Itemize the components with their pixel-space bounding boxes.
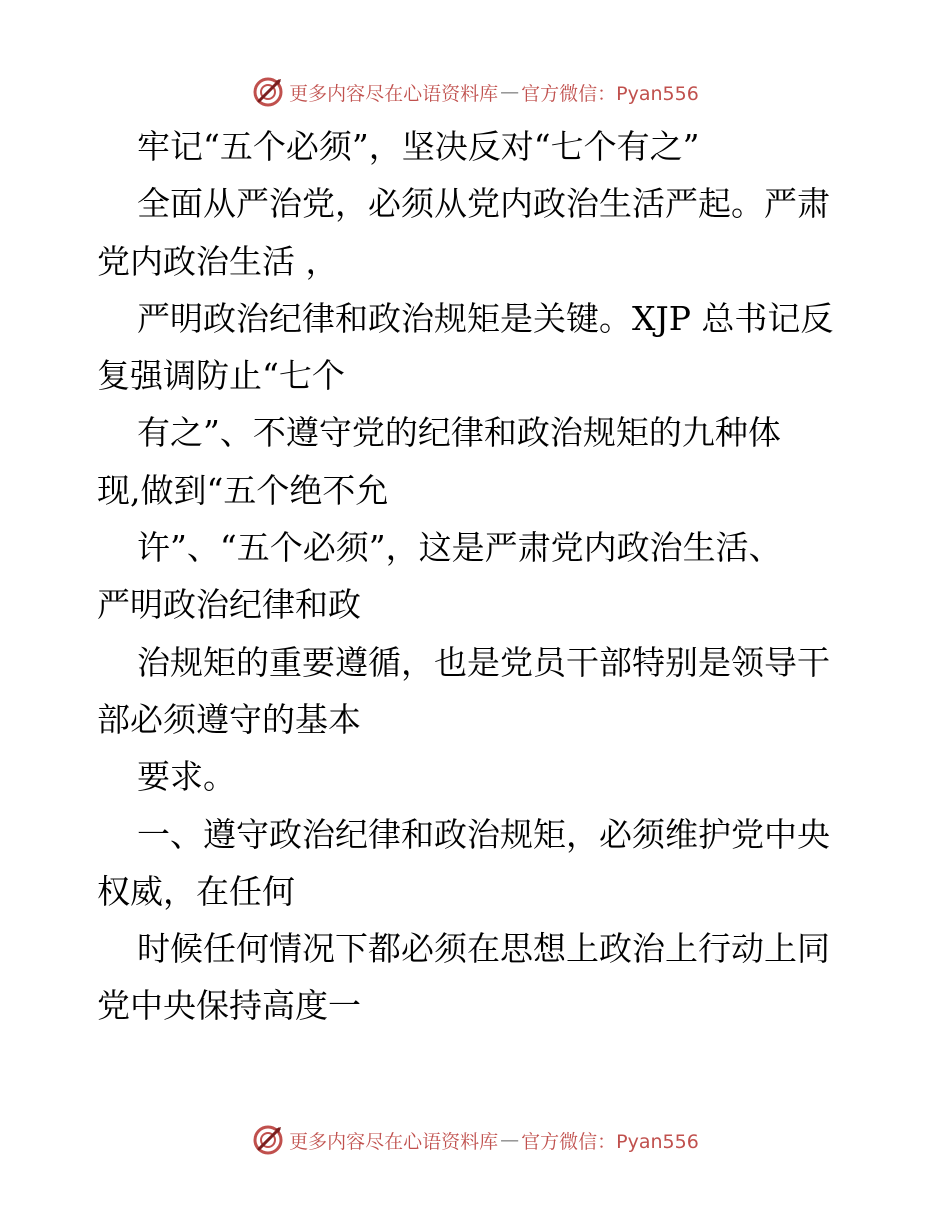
paragraph-line: 部必须遵守的基本: [97, 699, 361, 739]
paragraph-line: 严明政治纪律和政治规矩是关键。XJP 总书记反: [137, 298, 834, 338]
paragraph-line: 复强调防止“七个: [97, 356, 345, 396]
paragraph-line: 权威，在任何: [97, 871, 295, 911]
paragraph-line: 党内政治生活 ，: [97, 241, 339, 281]
paragraph-line: 治规矩的重要遵循，也是党员干部特别是领导干: [137, 642, 830, 682]
watermark-footer: [0, 1120, 950, 1160]
watermark-text: 更多内容尽在心语资料库: [289, 1130, 499, 1153]
document-title: 牢记“五个必须”，坚决反对“七个有之”: [137, 127, 700, 166]
paragraph-line: 全面从严治党，必须从党内政治生活严起。严肃: [137, 184, 830, 224]
watermark-wechat: 官方微信：Pyan556: [521, 82, 699, 105]
paragraph-line: 现,做到“五个绝不允: [97, 470, 389, 510]
logo-icon: [251, 75, 285, 109]
paragraph-line: 许”、“五个必须”，这是严肃党内政治生活、: [137, 528, 782, 568]
watermark-header: [0, 72, 950, 112]
watermark-dash: —: [500, 81, 520, 103]
document-body: [97, 118, 857, 1035]
watermark-dash: —: [500, 1129, 520, 1151]
paragraph-line: 时候任何情况下都必须在思想上政治上行动上同: [137, 929, 830, 969]
section-heading: 一、遵守政治纪律和政治规矩，必须维护党中央: [137, 814, 830, 854]
watermark-text: 更多内容尽在心语资料库: [289, 82, 499, 105]
logo-icon: [251, 1123, 285, 1157]
paragraph-line: 有之”、不遵守党的纪律和政治规矩的九种体: [137, 413, 781, 453]
watermark-wechat: 官方微信：Pyan556: [521, 1130, 699, 1153]
paragraph-line: 严明政治纪律和政: [97, 585, 361, 625]
paragraph-line: 党中央保持高度一: [97, 986, 361, 1026]
paragraph-line: 要求。: [137, 757, 236, 797]
